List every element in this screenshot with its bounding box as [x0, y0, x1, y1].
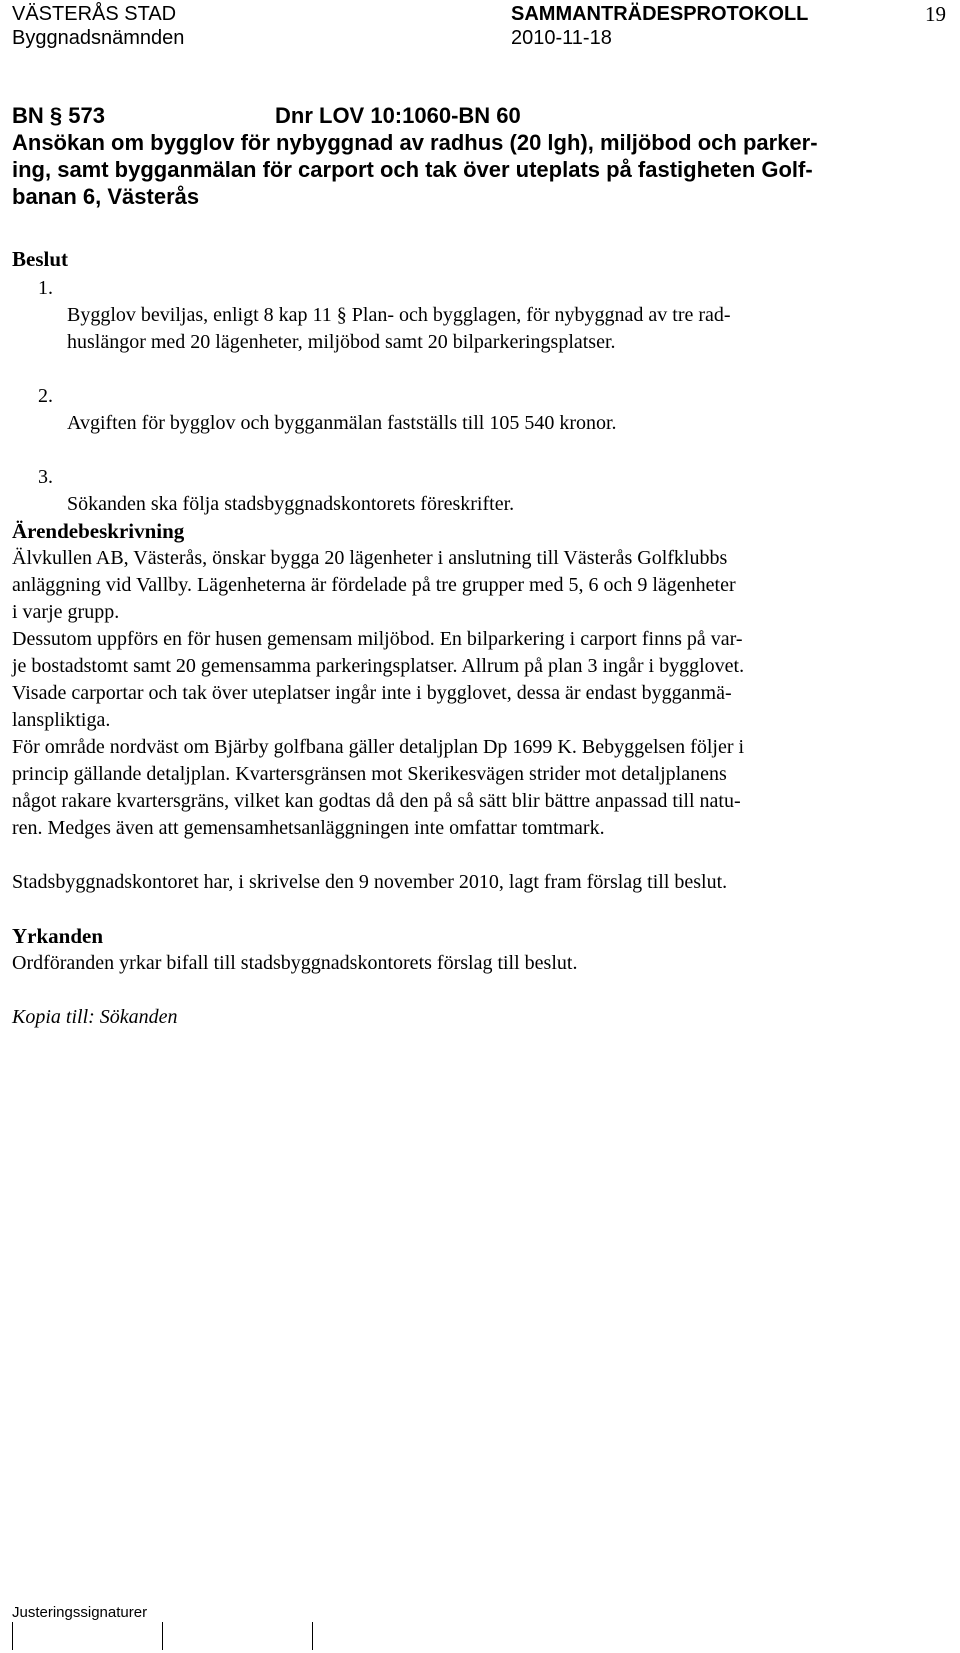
- section-number: BN § 573: [12, 103, 105, 128]
- description-paragraph: För område nordväst om Bjärby golfbana gäller detaljplan Dp 1699 K. Bebyggelsen följer i princip gällande detaljplan. Kvartersgränsen mot Skerikesvägen strider mot detaljplanens något rakare kvartersgräns, vilket kan godtas då den på så sätt blir bättre anpassad till natu- ren. Medges även att gemensamhetsanläggningen inte omfattar tomtmark.: [12, 736, 745, 839]
- decision-item-number: 2.: [38, 385, 53, 407]
- description-paragraph: Visade carportar och tak över uteplatser ingår inte i bygglovet, dessa är endast bygganmä- lanspliktiga.: [12, 682, 732, 731]
- decision-item: [12, 464, 927, 518]
- decision-item-number: 1.: [38, 277, 53, 299]
- case-block: [12, 102, 932, 210]
- spacer: [12, 896, 927, 923]
- decision-item: [12, 383, 927, 437]
- description-paragraph: Älvkullen AB, Västerås, önskar bygga 20 lägenheter i anslutning till Västerås Golfklubbs anläggning vid Vallby. Lägenheterna är fördelade på tre grupper med 5, 6 och 9 lägenheter i varje grupp.: [12, 547, 736, 623]
- organization-name: VÄSTERÅS STAD: [12, 3, 177, 25]
- meeting-date: 2010-11-18: [511, 27, 612, 49]
- signature-box: [312, 1622, 463, 1650]
- description-heading: Ärendebeskrivning: [12, 519, 185, 543]
- decision-item-text: Bygglov beviljas, enligt 8 kap 11 § Plan- och bygglagen, för nybyggnad av tre rad- huslängor med 20 lägenheter, miljöbod samt 20 bilparkeringsplatser.: [67, 304, 731, 353]
- case-identifier: [12, 102, 932, 129]
- decision-item-text: Avgiften för bygglov och bygganmälan fastställs till 105 540 kronor.: [67, 412, 617, 434]
- decision-item-text: Sökanden ska följa stadsbyggnadskontorets föreskrifter.: [67, 493, 515, 515]
- decision-heading: Beslut: [12, 247, 69, 271]
- decision-item-number: 3.: [38, 466, 53, 488]
- registration-number: Dnr LOV 10:1060-BN 60: [275, 103, 521, 128]
- case-title: Ansökan om bygglov för nybyggnad av radhus (20 lgh), miljöbod och parker- ing, samt bygganmälan för carport och tak över uteplats på fastigheten Golf- banan 6, Västerås: [12, 130, 818, 209]
- signature-box: [162, 1622, 313, 1650]
- signatures-label: Justeringssignaturer: [12, 1604, 148, 1621]
- decision-item: [12, 275, 927, 356]
- protocol-body: [12, 246, 927, 1031]
- copy-to: Kopia till: Sökanden: [12, 1006, 178, 1028]
- department-name: Byggnadsnämnden: [12, 27, 185, 49]
- signature-boxes: [12, 1622, 927, 1650]
- page-number: 19: [925, 2, 946, 26]
- spacer: [12, 977, 927, 1004]
- document-type: SAMMANTRÄDESPROTOKOLL: [511, 3, 809, 25]
- description-paragraph: Dessutom uppförs en för husen gemensam miljöbod. En bilparkering i carport finns på var- je bostadstomt samt 20 gemensamma parkeringsplatser. Allrum på plan 3 ingår i bygglovet.: [12, 628, 745, 677]
- proposal-paragraph: Stadsbyggnadskontoret har, i skrivelse den 9 november 2010, lagt fram förslag till beslut.: [12, 871, 728, 893]
- motion-text: Ordföranden yrkar bifall till stadsbyggnadskontorets förslag till beslut.: [12, 952, 578, 974]
- signature-box: [12, 1622, 163, 1650]
- motion-heading: Yrkanden: [12, 924, 104, 948]
- spacer: [12, 842, 927, 869]
- decision-list: [12, 275, 927, 518]
